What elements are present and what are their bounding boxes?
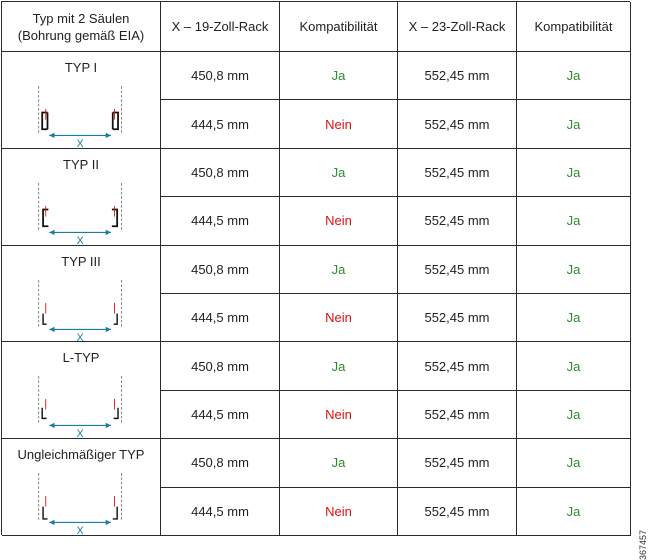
measure-arrowhead-right	[106, 326, 111, 331]
compat23-value: Ja	[517, 342, 631, 390]
measure-label: X	[76, 137, 84, 148]
post-right	[113, 113, 118, 130]
measure-arrowhead-right	[106, 230, 111, 235]
post-left	[43, 507, 47, 519]
post-left	[42, 113, 47, 130]
x23-value: 552,45 mm	[398, 197, 517, 245]
post-right	[113, 507, 117, 519]
x23-value: 552,45 mm	[398, 439, 517, 487]
header-compat-23: Kompatibilität	[517, 2, 631, 52]
x19-value: 444,5 mm	[161, 294, 280, 342]
x23-value: 552,45 mm	[398, 149, 517, 197]
compat23-value: Ja	[517, 100, 631, 148]
x19-value: 444,5 mm	[161, 391, 280, 439]
x19-value: 444,5 mm	[161, 197, 280, 245]
x23-value: 552,45 mm	[398, 342, 517, 390]
compat19-value: Ja	[280, 149, 398, 197]
measure-label: X	[76, 525, 84, 535]
x23-value: 552,45 mm	[398, 246, 517, 294]
x19-value: 450,8 mm	[161, 439, 280, 487]
post-diagram	[29, 466, 133, 535]
header-x-23: X – 23-Zoll-Rack	[398, 2, 517, 52]
post-diagram	[29, 176, 133, 245]
header-post-type	[2, 2, 161, 52]
compat19-value: Nein	[280, 488, 398, 536]
compat23-value: Ja	[517, 197, 631, 245]
post-type-name: Ungleichmäßiger TYP	[17, 447, 145, 463]
header-post-type-line2: (Bohrung gemäß EIA)	[17, 27, 145, 43]
post-diagram	[29, 273, 133, 342]
compat19-value: Ja	[280, 246, 398, 294]
compat19-value: Ja	[280, 52, 398, 100]
measure-arrowhead-right	[106, 133, 111, 138]
post-diagram	[29, 79, 133, 148]
compat23-value: Ja	[517, 391, 631, 439]
compat19-value: Ja	[280, 439, 398, 487]
x19-value: 450,8 mm	[161, 149, 280, 197]
compat23-value: Ja	[517, 246, 631, 294]
figure-id: 367457	[638, 530, 648, 560]
x23-value: 552,45 mm	[398, 100, 517, 148]
post-type-cell	[2, 149, 161, 246]
x23-value: 552,45 mm	[398, 52, 517, 100]
post-right	[114, 313, 118, 324]
measure-arrowhead-right	[106, 423, 111, 428]
post-diagram	[29, 369, 133, 438]
measure-arrowhead-left	[49, 230, 54, 235]
compat19-value: Nein	[280, 100, 398, 148]
measure-arrowhead-right	[106, 520, 111, 525]
compat23-value: Ja	[517, 149, 631, 197]
post-type-cell	[2, 342, 161, 439]
x23-value: 552,45 mm	[398, 391, 517, 439]
measure-arrowhead-left	[49, 520, 54, 525]
compat23-value: Ja	[517, 52, 631, 100]
x19-value: 444,5 mm	[161, 100, 280, 148]
x19-value: 450,8 mm	[161, 342, 280, 390]
x23-value: 552,45 mm	[398, 294, 517, 342]
measure-label: X	[76, 234, 84, 245]
compat19-value: Nein	[280, 391, 398, 439]
post-type-name: TYP III	[61, 253, 101, 269]
header-post-type-line1: Typ mit 2 Säulen	[32, 10, 130, 26]
compat19-value: Nein	[280, 294, 398, 342]
post-type-name: TYP I	[64, 60, 98, 75]
post-type-cell	[2, 439, 161, 536]
compat23-value: Ja	[517, 294, 631, 342]
compat23-value: Ja	[517, 439, 631, 487]
post-type-name: TYP II	[63, 156, 99, 172]
measure-arrowhead-left	[49, 423, 54, 428]
x19-value: 450,8 mm	[161, 52, 280, 100]
post-left	[43, 313, 47, 324]
header-compat-19: Kompatibilität	[280, 2, 398, 52]
compat23-value: Ja	[517, 488, 631, 536]
x19-value: 450,8 mm	[161, 246, 280, 294]
header-x-19: X – 19-Zoll-Rack	[161, 2, 280, 52]
x23-value: 552,45 mm	[398, 488, 517, 536]
post-type-cell	[2, 246, 161, 343]
measure-label: X	[76, 331, 84, 342]
x19-value: 444,5 mm	[161, 488, 280, 536]
rack-compatibility-table	[1, 1, 630, 535]
compat19-value: Ja	[280, 342, 398, 390]
measure-arrowhead-left	[49, 133, 54, 138]
measure-arrowhead-left	[49, 326, 54, 331]
post-type-cell	[2, 52, 161, 149]
compat19-value: Nein	[280, 197, 398, 245]
post-type-name: L-TYP	[62, 350, 100, 366]
measure-label: X	[76, 428, 84, 439]
